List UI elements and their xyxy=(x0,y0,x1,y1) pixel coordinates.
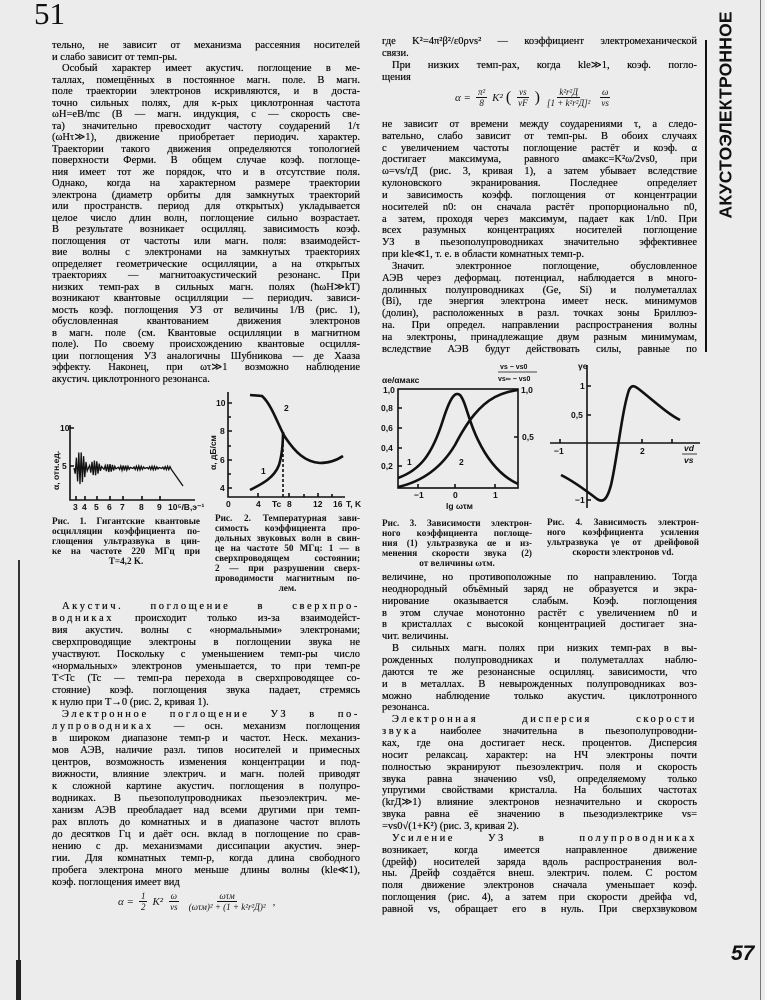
text-line: низких темп-рах в сильных магн. полях (ħωH≫kT) xyxy=(52,281,360,293)
text-line: акустич. циклотронного резонанса. xyxy=(52,373,210,385)
formula-k2: K² xyxy=(492,91,503,104)
spaced-run-in-heading: Электронное поглощение УЗ в по- xyxy=(62,709,360,720)
text-line: до десятков Гц и даёт осн. вклад в поглощение по срав- xyxy=(52,829,360,840)
text-line: стояние) коэф. поглощения звука падает, стремясь xyxy=(52,685,360,696)
text-line: (долин), расположенных в разл. точках зоны Бриллюэ- xyxy=(382,308,697,320)
fig1-oscillation-curve xyxy=(74,452,183,486)
caption-line: ультразвука γe от дрейфовой xyxy=(547,537,699,547)
text-line: мость коэф. поглощения УЗ от величины 1/B (рис. 1), xyxy=(52,304,360,316)
text-line: ханизм АЭВ преобладает над всеми другими при темп- xyxy=(52,805,360,816)
spaced-run-in-heading: лупроводниках xyxy=(52,721,154,732)
text-line: T<Tc (Tc — темп-ра перехода в сверхпроводящее со- xyxy=(52,673,360,684)
text-line: лупроводниках — осн. механизм поглощения xyxy=(52,721,360,732)
text-line: вследствие АЭВ будут действовать силы, равные по xyxy=(382,343,697,355)
text-line: рожденных полупроводниках и полуметаллах наблю- xyxy=(382,655,697,667)
text-line: где K²=4π²β²/ε0ρvs² — коэффициент электромеханической xyxy=(382,36,697,47)
text-line: связи. xyxy=(382,48,409,59)
text-line: таллах, помещённых в постоянное магн. поле. В магн. xyxy=(52,74,360,86)
text-line: кулоновского экранирования. Последнее определяет xyxy=(382,178,697,190)
text-line: =vs0√(1+K²) (рис. 3, кривая 2). xyxy=(382,821,519,833)
caption-line: Рис. 4. Зависимость электрон- xyxy=(547,517,699,527)
caption-line: ного коэффициента поглоще- xyxy=(382,528,532,538)
spaced-run-in-heading: Электронная дисперсия скорости xyxy=(392,714,697,726)
text-line: всех разумных концентрациях носителей поглощение xyxy=(382,225,697,237)
caption-line: дольных звуковых волн в свин- xyxy=(215,533,360,543)
text-line: АЭВ через деформац. потенциал, наблюдается в много- xyxy=(382,272,697,284)
text-line: и в металлах. В невырожденных полупроводниках воз- xyxy=(382,678,697,690)
text-line: поле траектории электронов искривляются, и в доста- xyxy=(52,86,360,97)
text-line: участвуют. Поскольку с уменьшением темп-ры число xyxy=(52,649,360,660)
text-line: Траектории такого движения определяются топологией xyxy=(52,143,360,155)
denominator: vs xyxy=(170,902,178,912)
text-line: поглощения от частоты или магн. поля: взаимодейст- xyxy=(52,235,360,247)
text-line: Значит. электронное поглощение, обусловленное xyxy=(392,260,697,272)
text-line: можно наблюдение только акустич. циклотронного xyxy=(382,690,697,702)
text-line: ωH=eB/mc (B — магн. индукция, c — скорость све- xyxy=(52,109,360,120)
text-line: поверхности Ферми. В общем случае коэф. поглоще- xyxy=(52,155,360,166)
text-line: пробега электрона много меньше длины волны (kle≪1), xyxy=(52,865,360,876)
text-line: (дрейф) носителей заряда вдоль распространения вол- xyxy=(382,856,697,868)
formula-tail: , xyxy=(272,895,276,908)
text-line: равной vs, обращает его в нуль. При сверхзвуковом xyxy=(382,904,697,916)
fig2-xtick: 16 xyxy=(333,499,343,509)
fig2-ticks xyxy=(228,403,332,497)
numerator: 1 xyxy=(140,891,146,901)
paren: ) xyxy=(534,88,540,106)
fig2-curve-1 xyxy=(250,432,283,490)
fig2-ylabel: α, дБ/см xyxy=(208,435,218,470)
formula-lhs: α = xyxy=(118,895,134,908)
text-line: поля движение электронов сначала уменьшает коэф. xyxy=(382,880,697,892)
denominator: 2 xyxy=(140,902,146,912)
caption-line: глощения ультразвука в цин- xyxy=(52,536,200,546)
fig3-xtick: 0 xyxy=(453,490,458,500)
text-line: электрона (диаметр орбиты для замкнутых траекторий xyxy=(52,189,360,201)
fig2-ytick: 6 xyxy=(220,455,225,465)
fig1-xtick: 8 xyxy=(139,502,144,512)
text-line: возникают квантовые осцилляции — периодич. зависи- xyxy=(52,293,360,304)
text-line: звука равна её значению в пьезодиэлектрике vs= xyxy=(382,809,697,821)
text-line: Особый характер имеет акустич. поглощение в ме- xyxy=(62,63,360,74)
text-line: При низких темп-рах, когда kle≫1, коэф. погло- xyxy=(392,60,697,71)
spaced-run-in-heading: Усиление УЗ в полупроводниках xyxy=(392,832,697,844)
fig3-ytick-right: 1,0 xyxy=(521,385,533,395)
text-line: (krД≫1) влияние электронов незначительно и скорость xyxy=(382,797,697,809)
text-line: «нормальных» электронов уменьшается, то при темп-ре xyxy=(52,661,360,672)
fig2-ytick: 10 xyxy=(216,398,226,408)
fig3-xlabel: lg ωτм xyxy=(446,501,473,511)
caption-line: 2 — при разрушении сверх- xyxy=(215,563,360,573)
caption-line: от величины ωτм. xyxy=(419,558,495,568)
text-line: целое число длин волн, поглощение сильно возрастает. xyxy=(52,212,360,224)
text-line: УЗ в пьезополупроводниках значительно эффективнее xyxy=(382,237,697,249)
caption-line: лем. xyxy=(278,583,297,593)
text-line: к нулю при T→0 (рис. 2, кривая 1). xyxy=(52,697,209,708)
fig2-curve-2 xyxy=(250,395,343,463)
text-line: звука равна значению vs0, определяемому только xyxy=(382,773,697,785)
text-line: определяет геометрические осцилляции, а на открытых xyxy=(52,258,360,270)
text-line: неоднородный объёмный заряд не образуется и экра- xyxy=(382,583,697,595)
fig2-xtick: 12 xyxy=(313,499,323,509)
text-line: траекториях — магнитоакустический резонанс. При xyxy=(52,270,360,281)
fig1-xtick: 7 xyxy=(120,502,125,512)
fig4-xtick: 2 xyxy=(640,446,645,456)
caption-line: це на частоте 50 МГц: 1 — в xyxy=(215,543,360,553)
fig3-ytick: 0,4 xyxy=(381,443,393,453)
text-line: гии. Для комнатных темп-р, когда длина свободного xyxy=(52,853,360,864)
numerator: ωτм xyxy=(219,891,235,901)
text-line: поле). По своему происхождению квантовые осцилля- xyxy=(52,339,360,350)
text-line: в широком диапазоне темп-р и частот. Неск. механиз- xyxy=(52,733,360,744)
text-line: на. При определ. направлении распространения волны xyxy=(382,320,697,332)
text-line: а затем, проходя через максимум, падает как 1/n0. При xyxy=(382,213,697,225)
text-line: центров, возможность изменения концентрации и под- xyxy=(52,757,360,768)
fig3-ylabel-left: αe/αмакс xyxy=(382,375,420,385)
caption-line: Рис. 1. Гигантские квантовые xyxy=(52,516,200,526)
text-line: коэф. поглощения имеет вид xyxy=(52,877,180,888)
text-line: вие волны с электронами на замкнутых траекториях xyxy=(52,247,360,258)
fig1-xtick: 5 xyxy=(94,502,99,512)
text-line: резонанса. xyxy=(382,702,430,714)
fig1-xtick: 9 xyxy=(157,502,162,512)
numerator: π² xyxy=(477,87,486,97)
text-line: эффекту. Наконец, при ωτ≫1 возможно наблюдение xyxy=(52,362,360,373)
fig3-curve-label: 2 xyxy=(459,457,464,467)
text-line: с увеличением частоты поглощение растёт и коэф. α xyxy=(382,142,697,154)
fig4-ytick: 0,5 xyxy=(571,410,583,420)
fig2-xtick: 0 xyxy=(226,499,231,509)
spaced-run-in-heading: звука xyxy=(382,726,419,738)
caption-line: Рис. 2. Температурная зави- xyxy=(215,513,360,523)
fig3-ylabel-right-den: vs∞ − vs0 xyxy=(498,376,531,383)
caption-line: ния (1) ультразвука αe и из- xyxy=(382,538,532,548)
fig2-xtick: 8 xyxy=(287,499,292,509)
text-line: чит. величины. xyxy=(382,631,449,643)
text-line: мов АЭВ, наличие разл. типов носителей и примесных xyxy=(52,745,360,756)
fig4-axes xyxy=(550,365,700,508)
text-line: не зависит от времени между соударениями τ, а следо- xyxy=(382,119,697,130)
fig4-ylabel: γe xyxy=(578,361,588,371)
caption-line: осцилляции коэффициента по- xyxy=(52,526,200,536)
text-line: рах вплоть до комнатных и в диапазоне частот вплоть xyxy=(52,817,360,828)
text-line: точно сильных полях, для к-рых циклотронная частота xyxy=(52,97,360,109)
text-line: Однако, когда на характерном размере траектории xyxy=(52,178,360,189)
fig2-xtick: Tc xyxy=(272,499,282,509)
text-line: нению с др. механизмами диссипации акустич. энер- xyxy=(52,841,360,852)
text-line: в этом случае монотонно растёт с увеличением n0 и xyxy=(382,607,697,619)
formula-lhs: α = xyxy=(455,91,471,104)
text-line: вательно, слабо зависит от темп-ры. В обоих случаях xyxy=(382,130,697,142)
running-head: АКУСТОЭЛЕКТРОННОЕ xyxy=(715,11,736,219)
fig3-xtick: −1 xyxy=(414,490,424,500)
text-line: полностью экранируют пьезоэлектрич. поля и скорость xyxy=(382,761,697,773)
fig2-curve-label: 1 xyxy=(261,466,266,476)
fig2-plot xyxy=(208,392,362,509)
text-line: вижности, влияние электрич. и магн. полей приводят xyxy=(52,769,360,780)
fig3-curve-label: 1 xyxy=(407,457,412,467)
fig2-ytick: 8 xyxy=(220,426,225,436)
fig3-ytick: 1,0 xyxy=(383,385,395,395)
caption-line: скорости электронов vd. xyxy=(572,547,674,557)
fig3-ytick: 0,2 xyxy=(381,461,393,471)
text-line: обусловленная квантованием движения электронов xyxy=(52,316,360,327)
text-line: сверхпроводящие электроны в поглощении звука не xyxy=(52,637,360,648)
text-line: или пространств. период для открытых) укладывается xyxy=(52,201,360,212)
text-line: в кристаллах с высокой концентрацией достигает зна- xyxy=(382,619,697,631)
text-line: носит релаксац. характер: на НЧ электроны почти xyxy=(382,749,697,761)
text-line: и зависимость коэфф. поглощения от концентрации xyxy=(382,189,697,201)
fig1-ylabel: α, отн.ед. xyxy=(51,450,61,490)
fig3-ytick: 0,6 xyxy=(381,423,393,433)
denominator: (ωτм)² + (1 + k²r²Д)² xyxy=(188,902,266,912)
spaced-run-in-heading: Акустич. поглощение в сверхпро- xyxy=(62,601,360,612)
text-line: В результате возникает осцилляц. зависимость коэф. xyxy=(52,224,360,235)
text-line: достигает максимума, равного αмакс=K²ω/2vs0, при xyxy=(382,154,697,166)
text-line: при kle≪1, т. е. в области комнатных темп-р. xyxy=(382,249,584,261)
text-line: поглощения (рис. 4), а затем при скорости дрейфа vd, xyxy=(382,892,697,904)
text-line: (ωHτ≫1), движение приобретает периодич. характер. xyxy=(52,132,360,143)
caption-line: сверхпроводящем состоянии; xyxy=(215,553,360,563)
fig2-xlabel: T, K xyxy=(346,499,362,509)
text-line: величине, но противоположные по направлению. Тогда xyxy=(382,572,697,583)
fig4-plot xyxy=(550,361,700,508)
fig1-plot xyxy=(51,423,204,512)
fig1-ytick: 5 xyxy=(62,461,67,471)
fig3-plot xyxy=(381,364,537,511)
text-line: на электроны, принадлежащие двум разным минимумам, xyxy=(382,331,697,343)
denominator: [1 + k²r²Д]² xyxy=(546,98,591,108)
fig1-xtick: 3 xyxy=(73,502,78,512)
caption-line: ке на частоте 220 МГц при xyxy=(52,546,200,556)
text-line: водниках происходит только из-за взаимодейст- xyxy=(52,613,360,624)
numerator: ω xyxy=(601,87,609,97)
text-line: ны. Дрейф создаётся внеш. электрич. полем. С ростом xyxy=(382,868,697,880)
fig1-xlabel: 10⁵/B,э⁻¹ xyxy=(168,502,205,512)
text-line: звука наиболее значительна в пьезополупроводни- xyxy=(382,726,697,738)
text-line: упругими свойствами кристалла. На больших частотах xyxy=(382,785,697,797)
fig3-ylabel-right-num: vs − vs0 xyxy=(500,364,528,371)
text-line: водниках. В пьезополупроводниках пьезоэлектрич. ме- xyxy=(52,793,360,804)
denominator: vs xyxy=(601,98,609,108)
caption-line: менения скорости звука (2) xyxy=(382,548,532,558)
fig2-ytick: 4 xyxy=(220,483,225,493)
fig1-axes xyxy=(70,425,195,500)
fig2-xtick: 4 xyxy=(256,499,261,509)
fig1-ytick: 10 xyxy=(60,423,70,433)
fig4-xlabel-num: vd xyxy=(684,443,694,453)
fig3-ytick-right: 0,5 xyxy=(522,432,534,442)
formula-k2: K² xyxy=(152,895,164,908)
text-line: В сильных магн. полях при низких темп-рах в вы- xyxy=(392,643,697,655)
text-line: ции поглощения УЗ аналогичны Шубникова — де Хааза xyxy=(52,350,360,362)
fig1-xtick: 6 xyxy=(107,502,112,512)
caption-line: ного коэффициента усиления xyxy=(547,527,699,537)
caption-line: Рис. 3. Зависимости электрон- xyxy=(382,518,532,528)
text-line: ния имеет тот же порядок, что и в отсутствие поля. xyxy=(52,166,360,178)
text-line: вия акустич. волны с «нормальными» электронами; xyxy=(52,625,360,636)
text-line: и слабо зависит от темп-ры. xyxy=(52,51,178,63)
text-line: нирование оказывается слабым. Коэф. поглощения xyxy=(382,595,697,607)
spaced-run-in-heading: водниках xyxy=(52,613,115,624)
text-line: (Bi), где энергия электрона имеет неск. минимумов xyxy=(382,296,697,308)
paren: ( xyxy=(505,88,512,106)
text-line: ках, где она достигает неск. процентов. Дисперсия xyxy=(382,738,697,750)
text-line: тельно, не зависит от механизма рассеяния носителей xyxy=(52,40,360,51)
fig3-ytick: 0,8 xyxy=(381,403,393,413)
fig2-curve-label: 2 xyxy=(284,403,289,413)
fig3-xtick: 1 xyxy=(493,490,498,500)
text-line: щения xyxy=(382,72,411,83)
text-line: ω=vs/rД (рис. 3, кривая 1), а затем убывает вследствие xyxy=(382,166,697,178)
text-line: носителей n0: он сначала растёт пропорционально n0, xyxy=(382,201,697,213)
denominator: 8 xyxy=(479,98,484,108)
text-line: даются те же резонансные осцилляц. зависимости, что xyxy=(382,666,697,678)
fig4-ytick: −1 xyxy=(575,495,585,505)
caption-line: симость коэффициента про- xyxy=(215,523,360,533)
text-line: та) значительно превосходит частоту соударений 1/τ xyxy=(52,120,360,132)
page-number-right: 57 xyxy=(731,942,755,965)
text-line: в магн. поле (см. Квантовые осцилляции в магнитном xyxy=(52,327,360,339)
fig4-xtick: −1 xyxy=(554,446,564,456)
text-line: возникает, когда имеется направленное движение xyxy=(382,844,697,856)
fig1-xtick: 4 xyxy=(82,502,87,512)
caption-line: T=4,2 K. xyxy=(108,556,144,566)
fig3-ticks xyxy=(398,408,518,488)
fig4-ytick: 1 xyxy=(580,381,585,391)
denominator: vF xyxy=(518,98,528,108)
numerator: k²r²Д xyxy=(559,87,578,97)
page-number-left: 51 xyxy=(34,0,65,31)
numerator: vs xyxy=(519,87,527,97)
text-line: к сложной картине акустич. поглощения в полупро- xyxy=(52,781,360,792)
fig4-xlabel-den: vs xyxy=(684,455,694,465)
text-line: долинных полупроводниках (Ge, Si) и полуметаллах xyxy=(382,284,697,296)
numerator: ω xyxy=(170,891,178,901)
caption-line: проводимости магнитным по- xyxy=(215,573,360,583)
